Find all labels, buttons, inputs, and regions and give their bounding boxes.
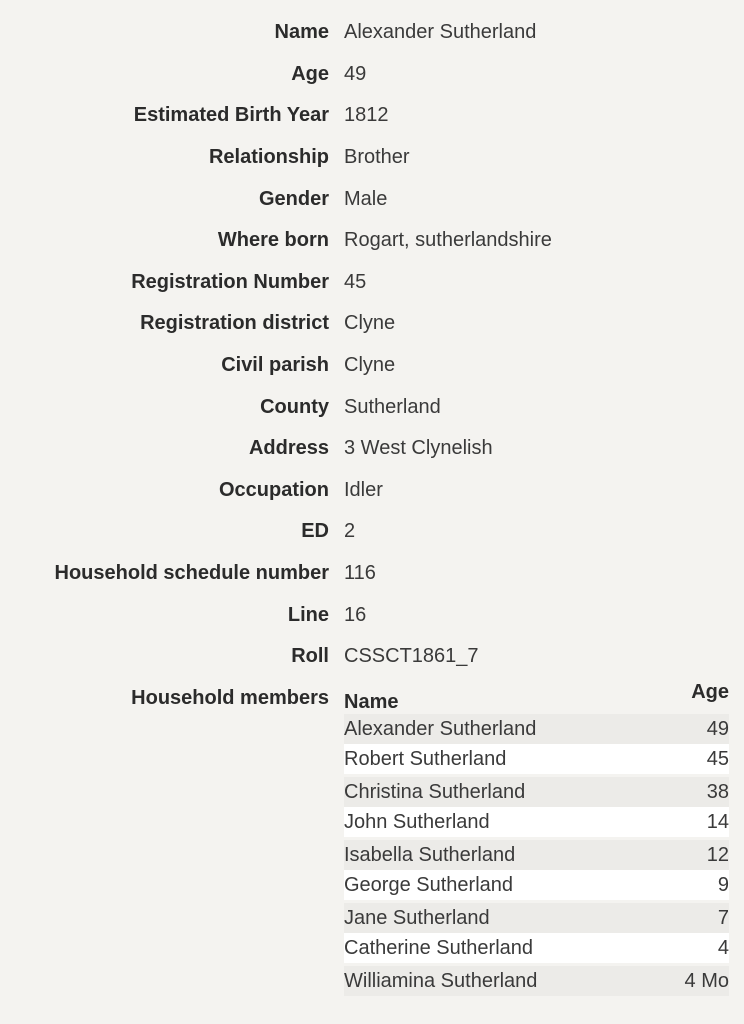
field-value: 1812 <box>344 104 389 127</box>
field-value: 49 <box>344 62 367 85</box>
field-name <box>0 12 744 54</box>
member-name: Christina Sutherland <box>344 780 526 803</box>
member-name: Robert Sutherland <box>344 747 507 770</box>
field-label: Registration Number <box>131 270 329 293</box>
field-label: Roll <box>291 645 329 668</box>
household-member-row <box>344 840 729 870</box>
field-value: Clyne <box>344 312 396 335</box>
member-age: 14 <box>706 810 729 833</box>
household-members-table <box>344 678 729 996</box>
field-label: Household schedule number <box>54 562 329 585</box>
field-value: 16 <box>344 603 367 626</box>
member-name: Alexander Sutherland <box>344 717 537 740</box>
member-age: 12 <box>706 843 729 866</box>
field-county <box>0 386 744 428</box>
household-member-row <box>344 903 729 933</box>
member-name: Isabella Sutherland <box>344 843 516 866</box>
field-label: Occupation <box>218 478 329 501</box>
column-header-age: Age <box>691 681 729 703</box>
member-age: 9 <box>717 873 729 896</box>
member-age: 38 <box>706 780 729 803</box>
member-age: 45 <box>706 747 729 770</box>
field-label: Address <box>248 437 329 460</box>
household-member-row <box>344 870 729 900</box>
field-label: Estimated Birth Year <box>133 104 329 127</box>
member-name: Catherine Sutherland <box>344 936 534 959</box>
household-members-header <box>344 678 729 714</box>
field-label: ED <box>301 520 329 543</box>
member-name: Williamina Sutherland <box>344 969 538 992</box>
field-value: Idler <box>344 478 383 501</box>
field-civil-parish <box>0 345 744 387</box>
field-gender <box>0 178 744 220</box>
field-estimated-birth-year <box>0 95 744 137</box>
field-value: 45 <box>344 270 367 293</box>
field-where-born <box>0 220 744 262</box>
member-name: John Sutherland <box>344 810 490 833</box>
field-registration-number <box>0 262 744 304</box>
field-label: Line <box>287 603 329 626</box>
field-ed <box>0 511 744 553</box>
household-members-label: Household members <box>131 687 329 709</box>
member-age: 49 <box>706 717 729 740</box>
field-label: Age <box>291 62 329 85</box>
member-age: 7 <box>717 906 729 929</box>
field-label: Name <box>274 21 329 44</box>
field-value: Brother <box>344 146 410 169</box>
field-label: Registration district <box>140 312 329 335</box>
field-value: Male <box>344 187 388 210</box>
field-value: Clyne <box>344 354 396 377</box>
field-relationship <box>0 137 744 179</box>
household-member-row <box>344 777 729 807</box>
field-value: CSSCT1861_7 <box>344 645 479 668</box>
field-value: Alexander Sutherland <box>344 21 537 44</box>
member-name: George Sutherland <box>344 873 514 896</box>
member-age: 4 Mo <box>684 969 729 992</box>
field-registration-district <box>0 303 744 345</box>
field-line <box>0 594 744 636</box>
field-occupation <box>0 470 744 512</box>
field-label: County <box>260 395 329 418</box>
household-member-row <box>344 744 729 774</box>
field-value: Sutherland <box>344 395 441 418</box>
field-value: Rogart, sutherlandshire <box>344 229 552 252</box>
field-value: 2 <box>344 520 356 543</box>
field-label: Where born <box>217 229 329 252</box>
field-label: Gender <box>258 187 329 210</box>
field-value: 3 West Clynelish <box>344 437 493 460</box>
household-member-row <box>344 714 729 744</box>
field-label: Relationship <box>208 146 329 169</box>
field-label: Civil parish <box>221 354 329 377</box>
field-household-schedule-number <box>0 553 744 595</box>
household-member-row <box>344 966 729 996</box>
household-member-row <box>344 933 729 963</box>
record-details <box>0 12 744 678</box>
field-address <box>0 428 744 470</box>
member-age: 4 <box>717 936 729 959</box>
field-value: 116 <box>344 562 376 585</box>
household-member-row <box>344 807 729 837</box>
column-header-name: Name <box>344 691 399 713</box>
field-age <box>0 54 744 96</box>
field-roll <box>0 636 744 678</box>
member-name: Jane Sutherland <box>344 906 490 929</box>
